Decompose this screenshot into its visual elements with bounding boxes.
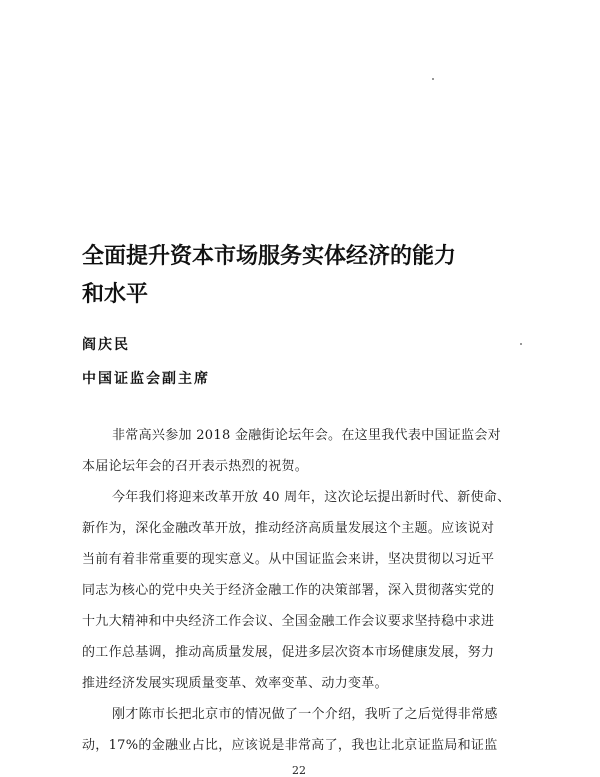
- body-line: 动，17%的金融业占比，应该说是非常高了，我也让北京证监局和证监: [82, 738, 498, 753]
- body-line: 新作为，深化金融改革开放，推动经济高质量发展这个主题。应该说对: [82, 521, 495, 536]
- body-line: 当前有着非常重要的现实意义。从中国证监会来讲，坚决贯彻以习近平: [82, 552, 495, 567]
- body-line: 刚才陈市长把北京市的情况做了一个介绍，我听了之后觉得非常感: [112, 707, 498, 722]
- article-title: [82, 238, 542, 314]
- body-line: 本届论坛年会的召开表示热烈的祝贺。: [82, 459, 309, 474]
- body-line: 非常高兴参加 2018 金融街论坛年会。在这里我代表中国证监会对: [112, 428, 501, 443]
- author-affiliation: 中国证监会副主席: [82, 371, 210, 387]
- article-body: [82, 420, 522, 761]
- body-line: 十九大精神和中央经济工作会议、全国金融工作会议要求坚持稳中求进: [82, 614, 495, 629]
- article-title-line-1: 全面提升资本市场服务实体经济的能力: [82, 244, 457, 269]
- scan-speck: [432, 78, 434, 80]
- body-line: 今年我们将迎来改革开放 40 周年，这次论坛提出新时代、新使命、: [112, 490, 511, 505]
- body-line: 推进经济发展实现质量变革、效率变革、动力变革。: [82, 676, 388, 691]
- page-number: 22: [292, 764, 306, 777]
- body-line: 的工作总基调，推动高质量发展，促进多层次资本市场健康发展，努力: [82, 645, 495, 660]
- author-name: 阎庆民: [82, 337, 130, 353]
- scan-speck: [520, 343, 522, 345]
- article-title-line-2: 和水平: [82, 282, 149, 307]
- body-line: 同志为核心的党中央关于经济金融工作的决策部署，深入贯彻落实党的: [82, 583, 495, 598]
